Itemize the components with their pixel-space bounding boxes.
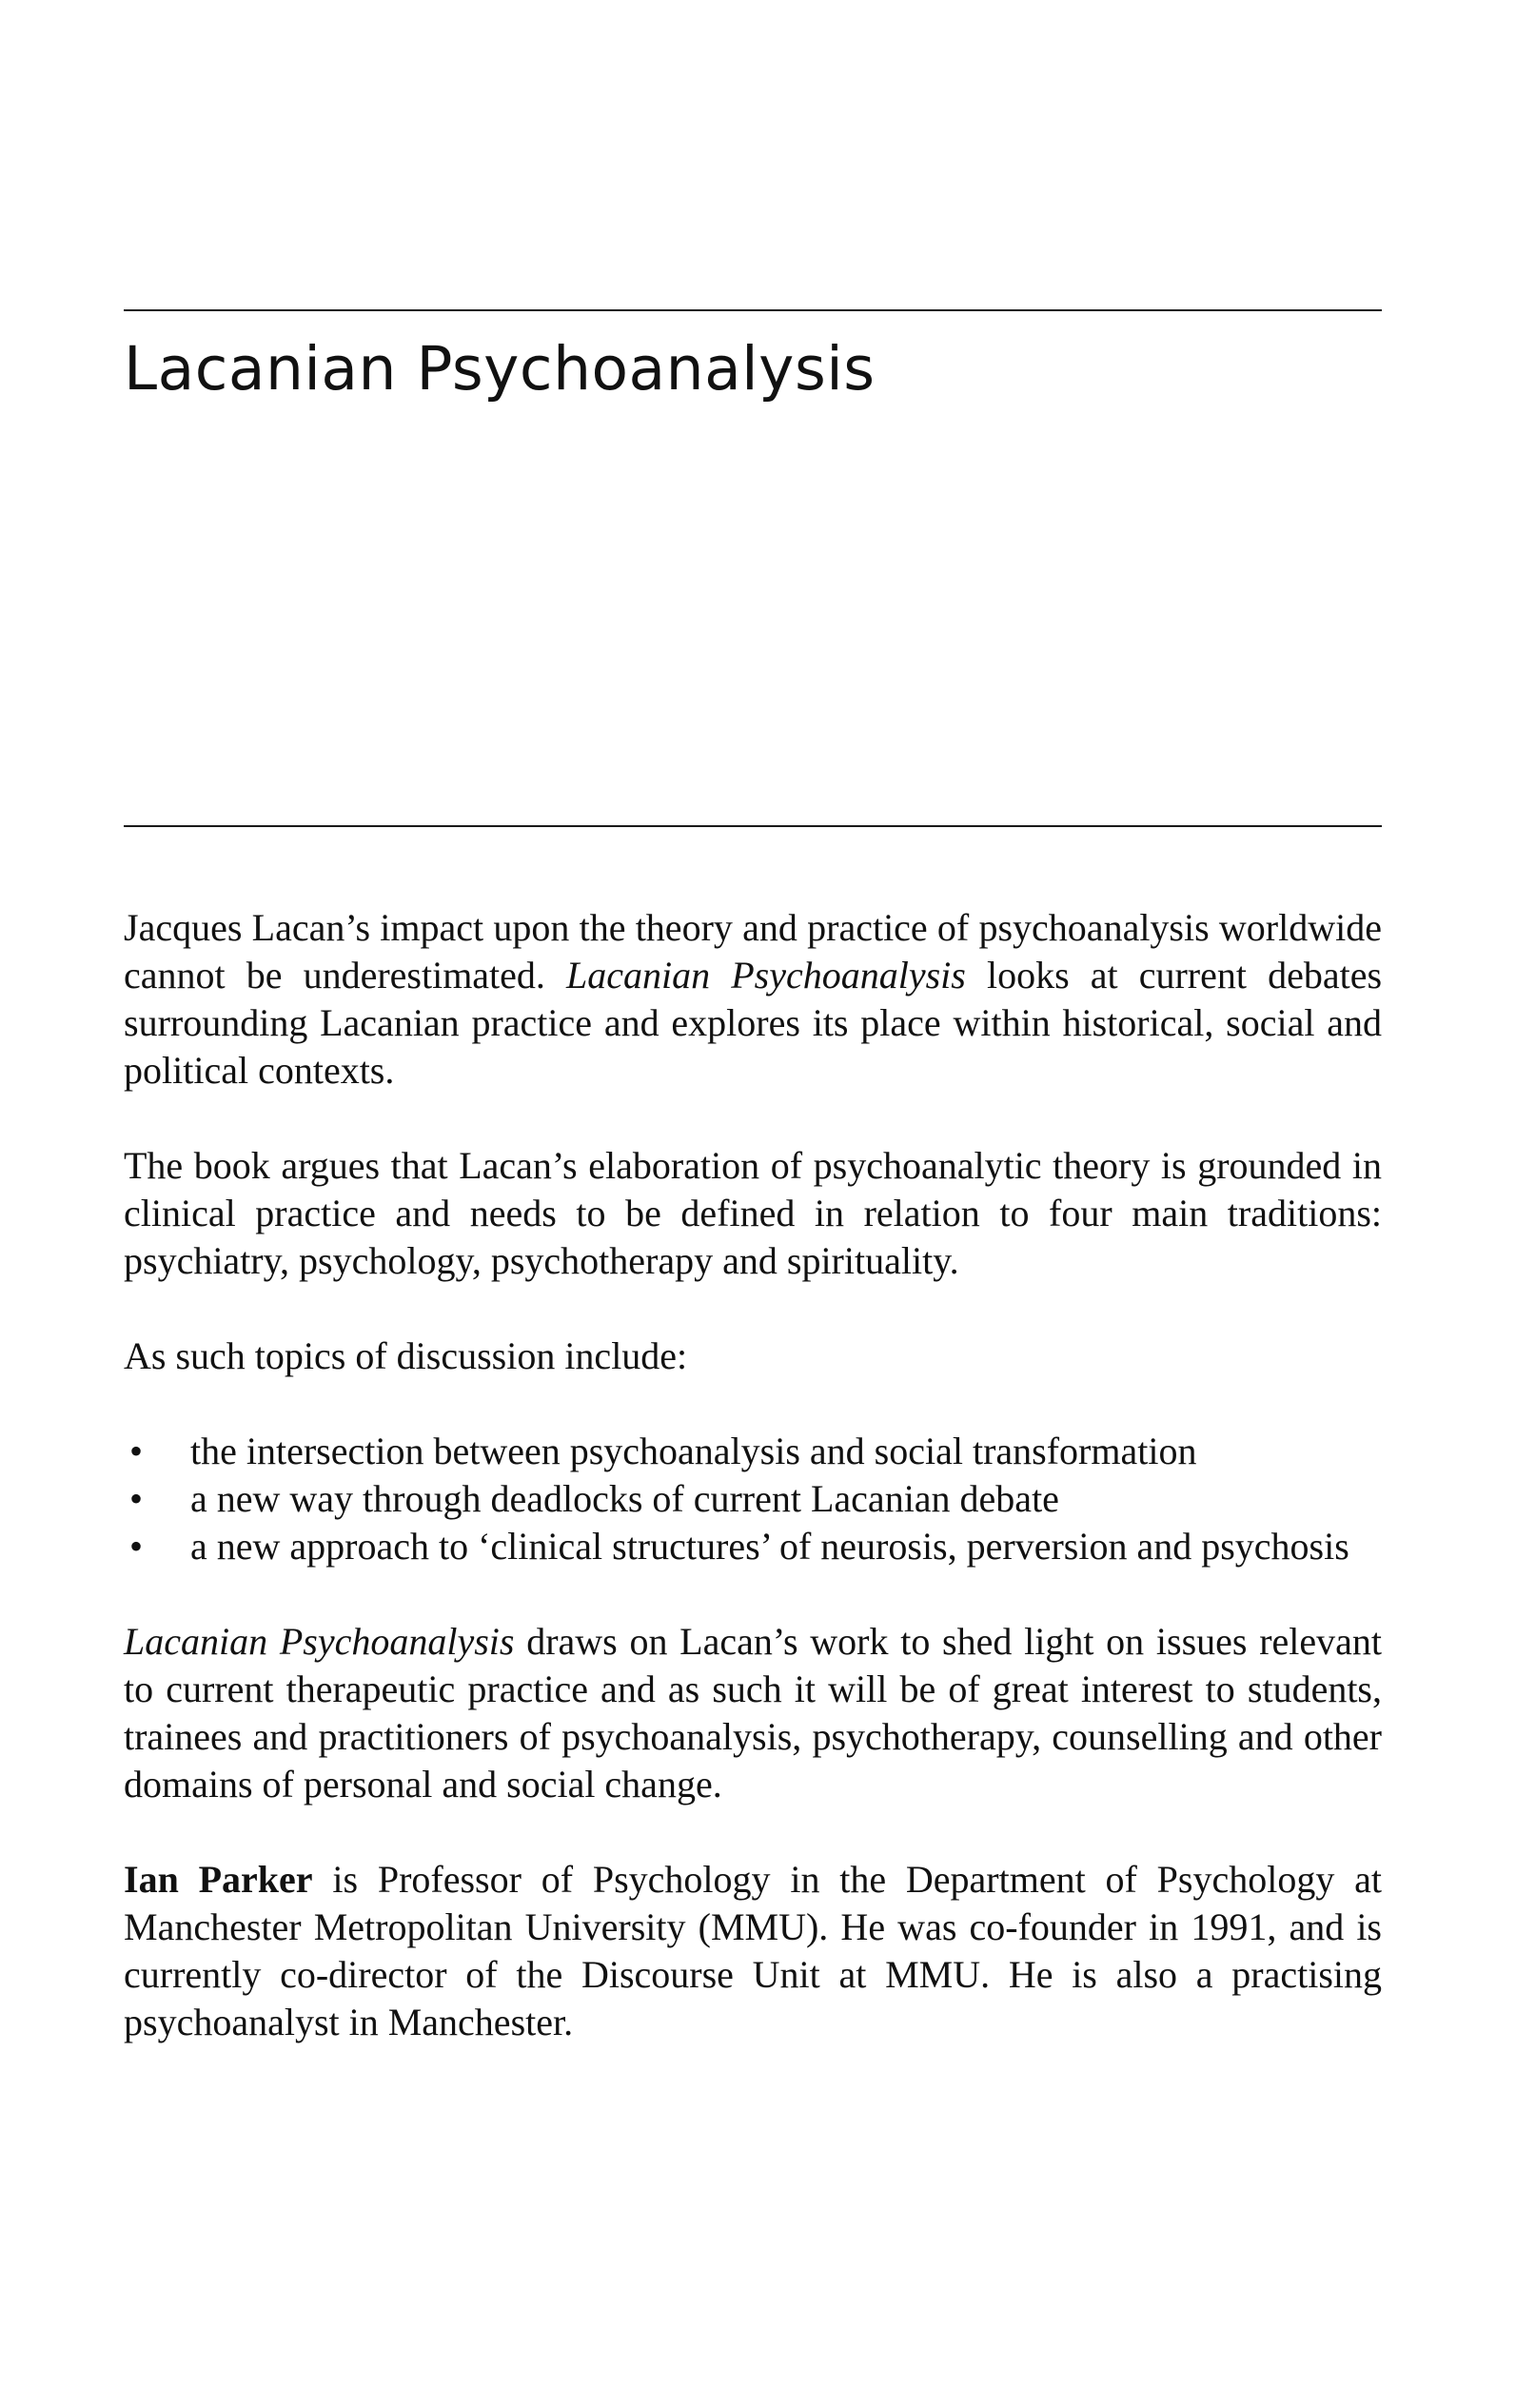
topics-intro: As such topics of discussion include: [124,1334,688,1377]
audience-paragraph [124,1618,1382,1808]
bottom-rule [124,825,1382,827]
bullet-icon: • [129,1430,144,1472]
page-title: Lacanian Psychoanalysis [124,334,876,404]
author-bio [124,1856,1382,2046]
list-item-text: the intersection between psychoanalysis and social transformation [190,1430,1197,1472]
author-bio-text: is Professor of Psychology in the Department of Psychology at Manchester Metropolitan University (MMU). He was co-founder in 1991, and is currently co-director of the Discourse Unit at MMU. He is also a practising psychoanalyst in Manchester. [124,1858,1382,2043]
book-title-italic: Lacanian Psychoanalysis [124,1620,515,1663]
back-cover-blurb [124,904,1382,2094]
intro-text-continued: looks at current debates surrounding Lacanian practice and explores its place within historical, social and political contexts. [124,954,1383,1092]
bullet-icon: • [129,1525,144,1568]
list-item-text: a new way through deadlocks of current Lacanian debate [190,1477,1059,1520]
list-item [124,1523,1382,1570]
book-title-italic: Lacanian Psychoanalysis [566,954,966,997]
list-item [124,1428,1382,1475]
argument-paragraph: The book argues that Lacan’s elaboration of psychoanalytic theory is grounded in clinical practice and needs to be defined in relation to four main traditions: psychiatry, psychology, psychotherapy and spirituality. [124,1144,1382,1282]
audience-text: draws on Lacan’s work to shed light on issues relevant to current therapeutic practice and as such it will be of great interest to students, trainees and practitioners of psychoanalysis, psychotherapy, counselling and other domains of personal and social change. [124,1620,1382,1806]
intro-text: Jacques Lacan’s impact upon the theory and practice of psychoanalysis worldwide cannot be underestimated. [124,906,1382,997]
bullet-icon: • [129,1477,144,1520]
author-name: Ian Parker [124,1858,313,1901]
topics-list [124,1428,1382,1570]
top-rule [124,309,1382,311]
intro-paragraph [124,904,1382,1095]
list-item [124,1475,1382,1523]
list-item-text: a new approach to ‘clinical structures’ of neurosis, perversion and psychosis [190,1525,1349,1568]
